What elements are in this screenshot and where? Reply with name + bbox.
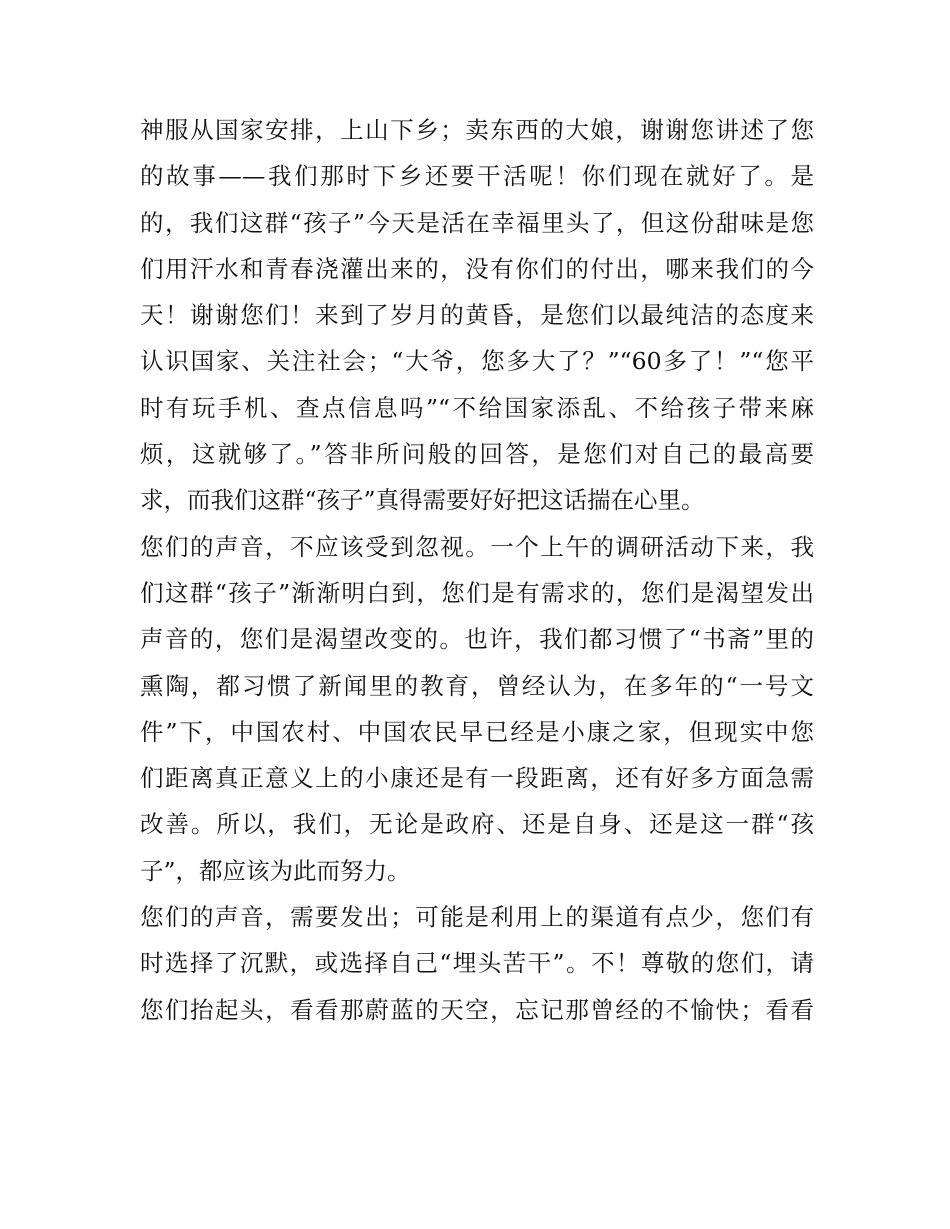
paragraph-1 xyxy=(140,107,814,524)
text-line: 件”下，中国农村、中国农民早已经是小康之家，但现实中您 xyxy=(140,717,814,746)
text-line: 时有玩手机、查点信息吗”“不给国家添乱、不给孩子带来麻 xyxy=(140,393,814,422)
text-line: 的故事——我们那时下乡还要干活呢！你们现在就好了。是 xyxy=(140,162,814,191)
text-line: 的，我们这群“孩子”今天是活在幸福里头了，但这份甜味是您 xyxy=(140,208,814,237)
text-line: 天！谢谢您们！来到了岁月的黄昏，是您们以最纯洁的态度来 xyxy=(140,301,814,330)
text-line: 您们的声音，需要发出；可能是利用上的渠道有点少，您们有 xyxy=(140,903,814,932)
text-line: 改善。所以，我们，无论是政府、还是自身、还是这一群“孩 xyxy=(140,810,814,839)
paragraph-2 xyxy=(140,524,814,894)
text-line: 您们抬起头，看看那蔚蓝的天空，忘记那曾经的不愉快；看看 xyxy=(140,995,814,1024)
text-line: 们这群“孩子”渐渐明白到，您们是有需求的，您们是渴望发出 xyxy=(140,578,814,607)
document-body xyxy=(140,107,814,1033)
text-line: 熏陶，都习惯了新闻里的教育，曾经认为，在多年的“一号文 xyxy=(140,671,814,700)
text-line: 认识国家、关注社会；“大爷，您多大了？”“60多了！”“您平 xyxy=(140,347,814,376)
text-line: 声音的，您们是渴望改变的。也许，我们都习惯了“书斋”里的 xyxy=(140,625,814,654)
text-line: 们距离真正意义上的小康还是有一段距离，还有好多方面急需 xyxy=(140,764,814,793)
text-line: 神服从国家安排，上山下乡；卖东西的大娘，谢谢您讲述了您 xyxy=(140,116,814,144)
text-line: 烦，这就够了。”答非所问般的回答，是您们对自己的最高要 xyxy=(140,440,814,469)
text-line: 子”，都应该为此而努力。 xyxy=(140,856,411,885)
paragraph-3 xyxy=(140,894,814,1033)
text-line: 求，而我们这群“孩子”真得需要好好把这话揣在心里。 xyxy=(140,486,705,515)
text-line: 您们的声音，不应该受到忽视。一个上午的调研活动下来，我 xyxy=(140,532,814,561)
text-line: 们用汗水和青春浇灌出来的，没有你们的付出，哪来我们的今 xyxy=(140,254,814,283)
text-line: 时选择了沉默，或选择自己“埋头苦干”。不！尊敬的您们，请 xyxy=(140,949,814,978)
